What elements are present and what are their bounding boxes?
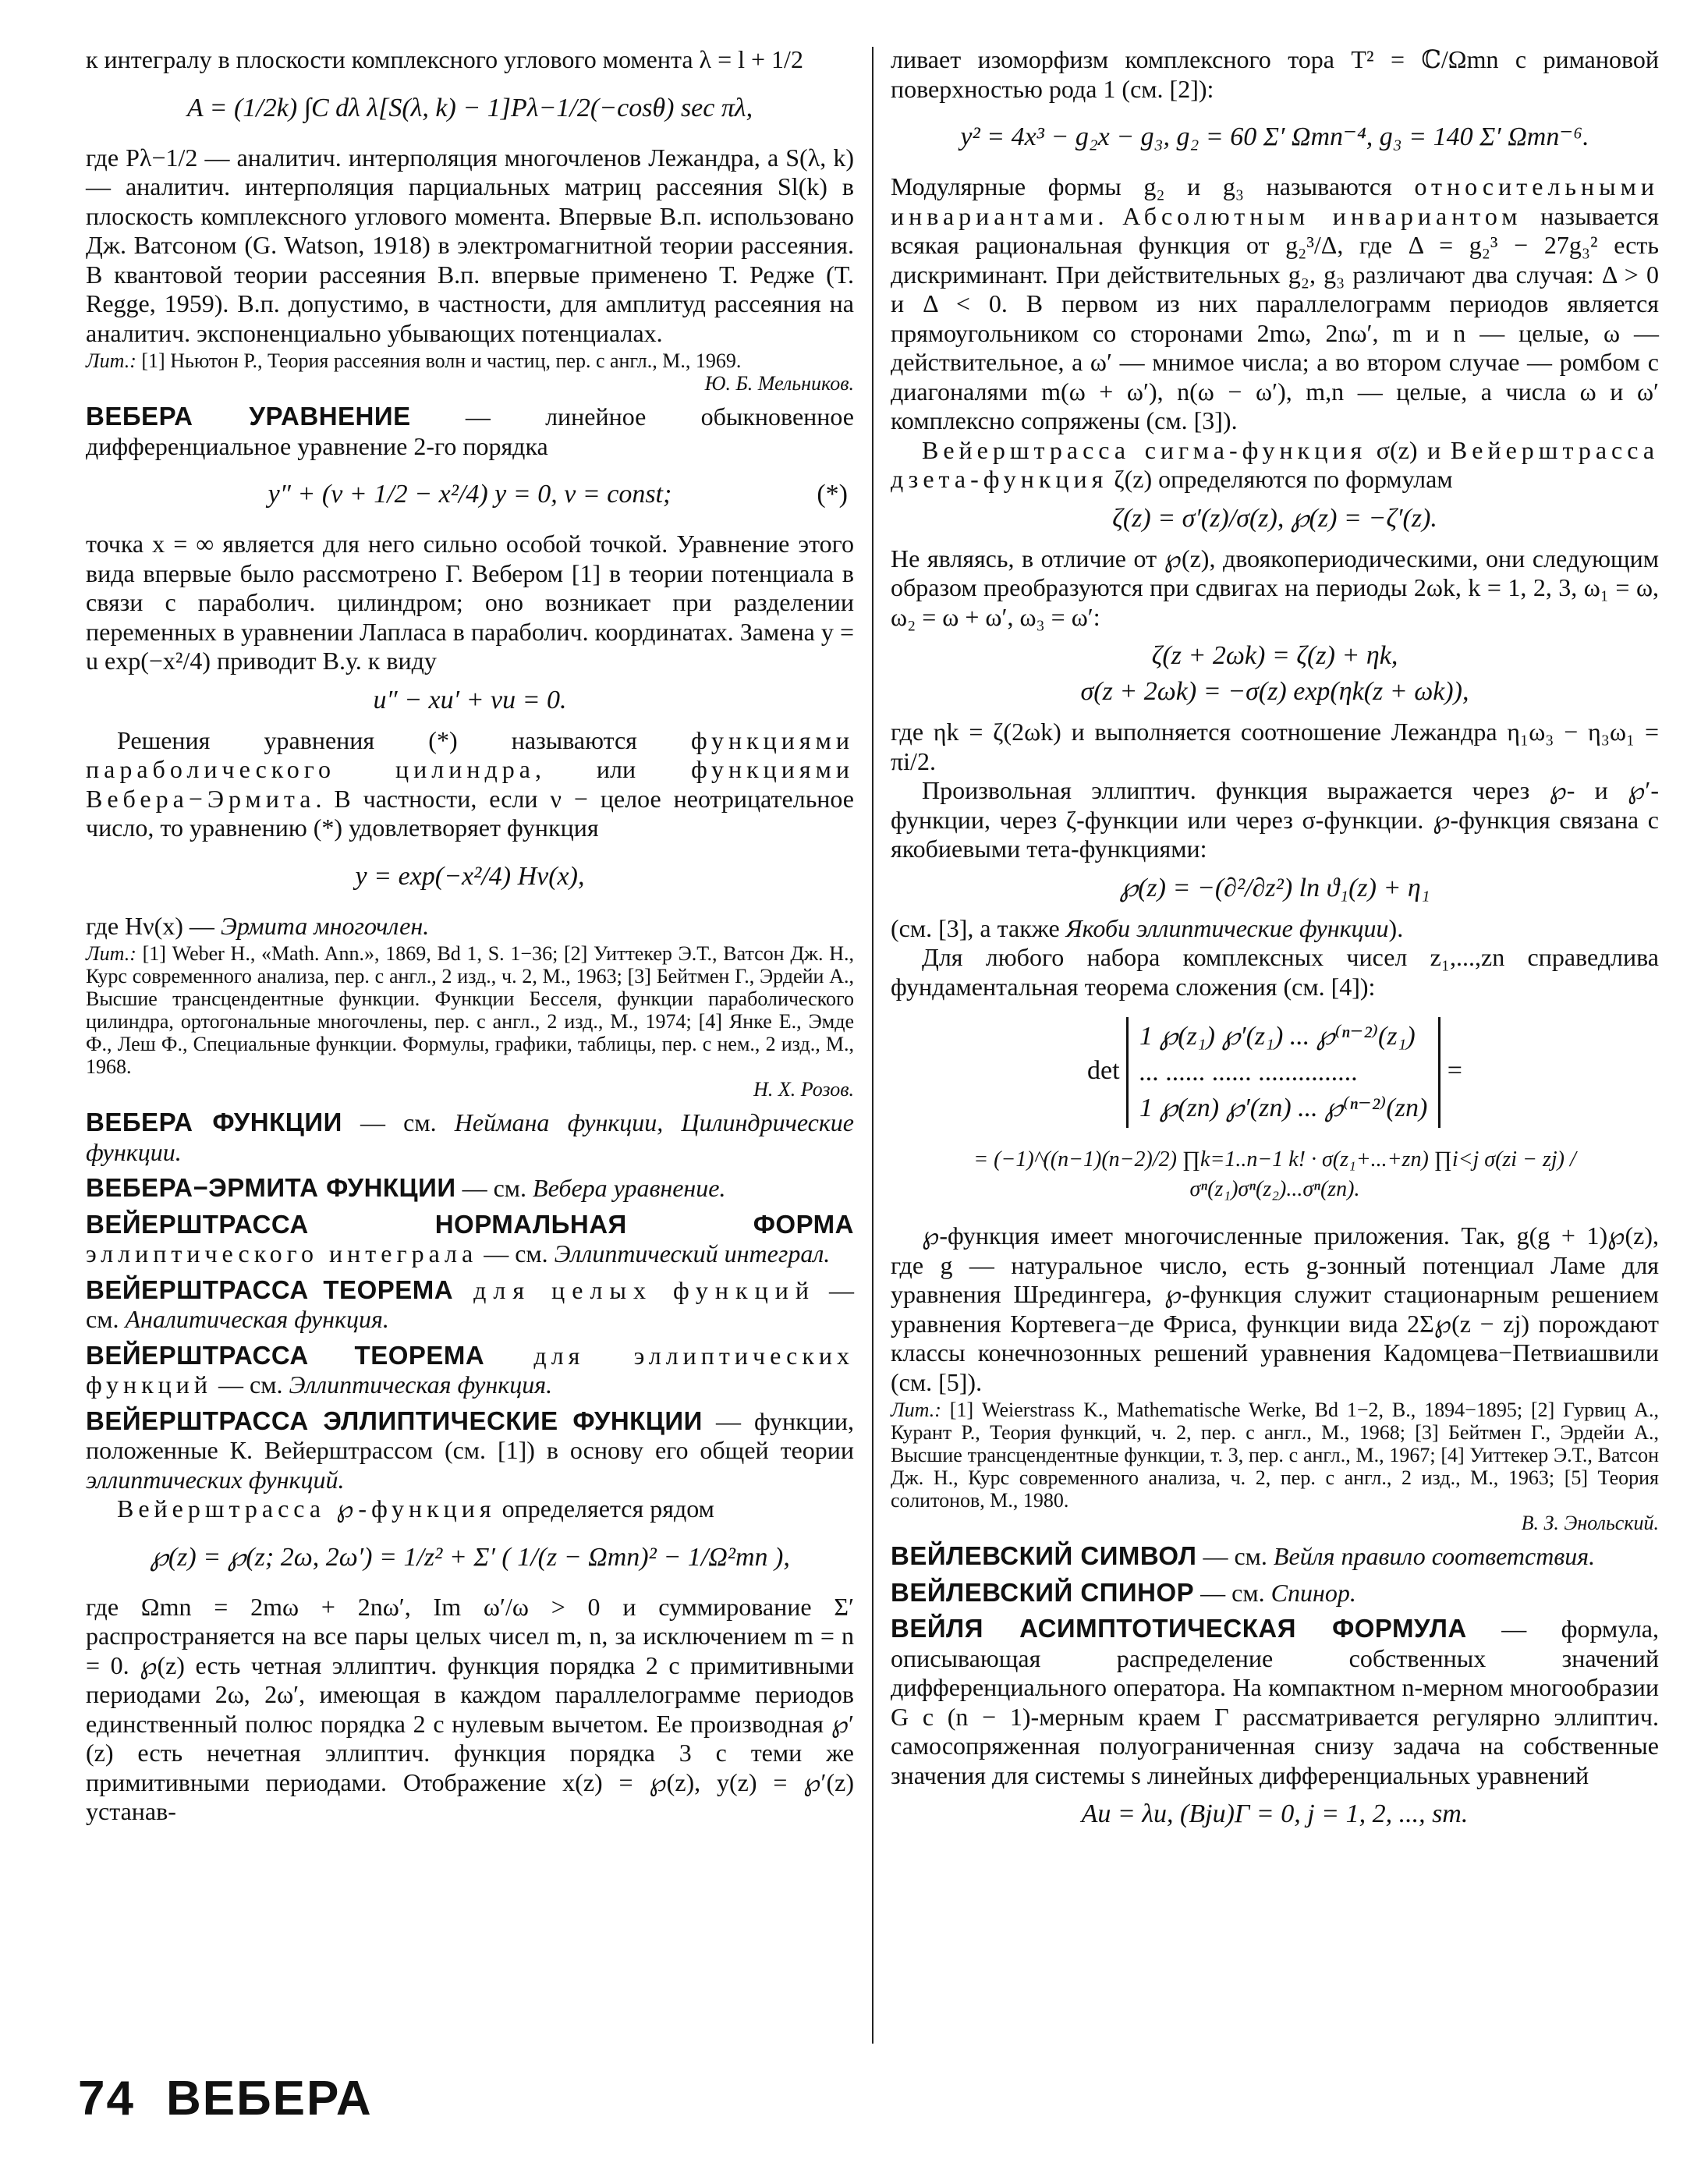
paragraph: Для любого набора комплексных чисел z₁,...,zn справедлива фундаментальная теорема сложения (см. [4]): [891, 943, 1659, 1001]
paragraph: где Pλ−1/2 — аналитич. интерполяция многочленов Лежандра, а S(λ, k) — аналитич. интерполяция парциальных матриц рассеяния Sl(k) в плоскость комплексного углового момента. Впервые В.п. использовано Дж. Ватсоном (G. Watson, 1918) в электромагнитной теории рассеяния. В квантовой теории рассеяния В.п. впервые применено Т. Редже (T. Regge, 1959). В.п. допустимо, в частности, для амплитуд рассеяния на аналитич. экспоненциально убывающих потенциалах. [86, 143, 854, 347]
text-run: Решения уравнения (*) называются [117, 725, 692, 754]
cross-reference: Спинор. [1270, 1578, 1356, 1607]
equation [891, 638, 1659, 710]
bibliography-text: [1] Weierstrass K., Mathematische Werke, Bd 1−2, B., 1894−1895; [2] Гурвиц А., Курант Р., Теория функций, ч. 2, пер. с англ., М., 1968; [3] Бейтмен Г., Эрдейи А., Высшие трансцендентные функции, т. 3, пер. с англ., М., 1967; [4] Уиттекер Э.Т., Ватсон Дж. Н., Курс современного анализа, ч. 2, пер. с англ., 2 изд., М., 1963; [5] Теория солитонов, М., 1980. [891, 1399, 1659, 1512]
equation-line: ζ(z + 2ωk) = ζ(z) + ηk, [1151, 641, 1398, 670]
equation: ζ(z) = σ′(z)/σ(z), ℘(z) = −ζ′(z). [1112, 503, 1437, 533]
right-column [891, 45, 1659, 1840]
paragraph [86, 912, 854, 941]
cross-reference: Эрмита многочлен. [220, 911, 430, 940]
equation: u″ − xu′ + νu = 0. [373, 685, 567, 714]
spaced-term: функциями Вебера−Эрмита [86, 755, 855, 813]
headword: ВЕЙЛЯ АСИМПТОТИЧЕСКАЯ ФОРМУЛА [891, 1614, 1467, 1643]
equation: = (−1)^((n−1)(n−2)/2) ∏k=1..n−1 k! · σ(z₁+...+zn) ∏i<j σ(zi − zj) / σⁿ(z₁)σⁿ(z₂)...σⁿ(zn). [973, 1147, 1576, 1201]
matrix-row: 1 ℘(zn) ℘′(zn) ... ℘⁽ⁿ⁻²⁾(zn) [1139, 1094, 1428, 1122]
text-run: — см. [86, 1275, 855, 1333]
entry-text: — линейное обыкновенное дифференциальное уравнение 2-го порядка [86, 402, 855, 460]
text-run: (см. [3], а также [891, 913, 1066, 942]
bibliography [86, 349, 854, 372]
entry [86, 1341, 854, 1400]
paragraph: где Ωmn = 2mω + 2nω′, Im ω′/ω > 0 и суммирование Σ′ распространяется на все пары целых чисел m, n, за исключением m = n = 0. ℘(z) есть четная эллиптич. функция порядка 2 с примитивными периодами 2ω, 2ω′, имеющая в каждом параллелограмме периодов единственный полюс порядка 2 с нулевым вычетом. Ее производная ℘′(z) есть нечетная эллиптич. функция порядка 3 с теми же примитивными периодами. Отображение x(z) = ℘(z), y(z) = ℘′(z) устанав- [86, 1592, 854, 1825]
equation: Au = λu, (Bju)Γ = 0, j = 1, 2, ..., sm. [1081, 1799, 1469, 1828]
matrix-row: 1 ℘(z₁) ℘′(z₁) ... ℘⁽ⁿ⁻²⁾(z₁) [1139, 1022, 1416, 1051]
spaced-term: эллиптического интеграла [86, 1239, 478, 1268]
entry [86, 1210, 854, 1269]
headword: ВЕЙЕРШТРАССА НОРМАЛЬНАЯ ФОРМА [86, 1209, 854, 1239]
equation-number: (*) [817, 480, 848, 509]
author: Н. Х. Розов. [753, 1078, 854, 1101]
headword: ВЕЙЕРШТРАССА ЭЛЛИПТИЧЕСКИЕ ФУНКЦИИ [86, 1406, 703, 1435]
paragraph: к интегралу в плоскости комплексного углового момента λ = l + 1/2 [86, 45, 803, 73]
text-run: — см. [477, 1239, 555, 1268]
equation: y² = 4x³ − g₂x − g₃, g₂ = 60 Σ′ Ωmn⁻⁴, g₃ = 140 Σ′ Ωmn⁻⁶. [960, 122, 1589, 151]
headword: ВЕЙЛЕВСКИЙ СИМВОЛ [891, 1541, 1197, 1570]
text-run: — см. [1196, 1542, 1274, 1570]
spaced-term: Вейерштрасса ℘-функция [117, 1494, 496, 1523]
text-run: . В частности, если ν − целое неотрицательное число, то уравнению (*) удовлетворяет функция [86, 784, 854, 842]
page-number: 74 [78, 2072, 135, 2126]
bibliography-text: [1] Weber H., «Math. Ann.», 1869, Bd 1, S. 1−36; [2] Уиттекер Э.Т., Ватсон Дж. Н., Курс современного анализа, пер. с англ., 2 изд., ч. 2, М., 1963; [3] Бейтмен Г., Эрдейи А., Высшие трансцендентные функции. Функции Бесселя, функции параболического цилиндра, ортогональные многочлены, пер. с англ., 2 изд., М., 1974; [4] Янке Е., Эмде Ф., Леш Ф., Специальные функции. Формулы, графики, таблицы, пер. с нем., 2 изд., М., 1968. [86, 942, 855, 1078]
headword: ВЕБЕРА−ЭРМИТА ФУНКЦИИ [86, 1173, 456, 1202]
bibliography [891, 1399, 1659, 1512]
bibliography-text: [1] Ньютон Р., Теория рассеяния волн и частиц, пер. с англ., М., 1969. [141, 349, 742, 372]
paragraph: Не являясь, в отличие от ℘(z), двоякопериодическими, они следующим образом преобразуются при сдвигах на периоды 2ωk, k = 1, 2, 3, ω₁ = ω, ω₂ = ω + ω′, ω₃ = ω′: [891, 544, 1659, 631]
running-head: ВЕБЕРА [165, 2072, 373, 2126]
left-column [86, 45, 854, 1827]
author: В. З. Энольский. [1521, 1512, 1659, 1534]
spaced-term: Абсолютным инвариантом [1122, 201, 1522, 230]
bibliography-label: Лит.: [86, 349, 136, 372]
equation: y = exp(−x²/4) Hν(x), [355, 861, 585, 891]
text-run: где Hν(x) — [86, 911, 221, 940]
text-run: ζ(z) определяются по формулам [1107, 465, 1453, 493]
page-footer [78, 2071, 373, 2126]
entry [891, 1614, 1659, 1790]
determinant-matrix [1126, 1017, 1440, 1128]
equation-body: y″ + (ν + 1/2 − x²/4) y = 0, ν = const; [268, 480, 672, 509]
cross-reference: Аналитическая функция. [125, 1305, 389, 1333]
paragraph [86, 1494, 854, 1524]
text-run: — см. [455, 1174, 533, 1202]
headword: ВЕЙЕРШТРАССА ТЕОРЕМА [86, 1340, 485, 1370]
column-rule [872, 47, 873, 2044]
paragraph: ливает изоморфизм комплексного тора T² = ℂ/Ωmn с римановой поверхностью рода 1 (см. [2]): [891, 45, 1659, 103]
text-run: определяется рядом [495, 1494, 714, 1523]
bibliography-label: Лит.: [891, 1399, 941, 1421]
cross-reference: Неймана функции, Цилиндрические функции. [86, 1108, 855, 1166]
entry [86, 402, 854, 461]
det-suffix: = [1447, 1055, 1462, 1085]
bibliography [86, 942, 854, 1078]
paragraph: ℘-функция имеет многочисленные приложения. Так, g(g + 1)℘(z), где g — натуральное число, есть g-зонный потенциал Ламе для уравнения Шредингера, ℘-функция служит стационарным решением уравнения Кортевега−де Фриса, функции вида 2Σ℘(z − zj) порождают классы конечнозонных решений уравнения Кадомцева−Петвиашвили (см. [5]). [891, 1221, 1659, 1396]
paragraph [891, 436, 1659, 495]
paragraph [86, 726, 854, 843]
text-run: — см. [1194, 1578, 1271, 1607]
cross-reference: Эллиптическая функция. [289, 1370, 553, 1399]
entry [86, 1108, 854, 1167]
bibliography-label: Лит.: [86, 942, 136, 965]
text-run: — формула, описывающая распределение собственных значений дифференциального оператора. На компактном n-мерном многообразии G с (n − 1)-мерным краем Γ рассматривается регулярно эллиптич. самосопряженная полуограниченная снизу задача на собственные значения для системы s линейных дифференциальных уравнений [891, 1615, 1659, 1789]
equation-line: σ(z + 2ωk) = −σ(z) exp(ηk(z + ωk)), [1080, 677, 1469, 706]
equation: ℘(z) = ℘(z; 2ω, 2ω′) = 1/z² + Σ′ ( 1/(z − Ωmn)² − 1/Ω²mn ), [150, 1542, 790, 1572]
paragraph: Произвольная эллиптич. функция выражается через ℘- и ℘′-функции, через ζ-функции или через σ-функции. ℘-функция связана с якобиевыми тета-функциями: [891, 776, 1659, 863]
headword: ВЕБЕРА УРАВНЕНИЕ [86, 402, 411, 431]
text-run: Модулярные формы g₂ и g₃ называются [891, 172, 1415, 200]
entry [891, 1578, 1659, 1608]
determinant-equation [891, 1017, 1659, 1128]
equation: ℘(z) = −(∂²/∂z²) ln ϑ₁(z) + η₁ [1119, 873, 1430, 902]
text-run: — функции, положенные К. Вейерштрассом (см. [1]) в основу его общей теории [86, 1406, 854, 1464]
equation [86, 477, 854, 512]
cross-reference: эллиптических функций. [86, 1465, 345, 1494]
matrix-row: ... ...... ...... ............... [1139, 1058, 1359, 1087]
text-run: . [1097, 201, 1123, 230]
cross-reference: Вейля правило соответствия. [1273, 1542, 1596, 1570]
paragraph: точка x = ∞ является для него сильно особой точкой. Уравнение этого вида впервые было рассмотрено Г. Вебером [1] в теории потенциала в связи с параболич. цилиндром; оно возникает при разделении переменных в уравнении Лапласа в параболич. координатах. Замена y = u exp(−x²/4) приводит В.у. к виду [86, 530, 854, 675]
cross-reference: Якоби эллиптические функции [1065, 913, 1389, 942]
spaced-term: для эллиптических функций [86, 1341, 854, 1399]
paragraph [891, 172, 1659, 436]
spaced-term: Вейерштрасса дзета-функция [891, 435, 1660, 493]
cross-reference: Вебера уравнение. [533, 1174, 726, 1202]
entry [86, 1275, 854, 1335]
spaced-term: относительными инвариантами [891, 172, 1659, 230]
headword: ВЕЙЕРШТРАССА ТЕОРЕМА [86, 1275, 454, 1304]
det-prefix: det [1087, 1055, 1120, 1085]
entry [86, 1173, 854, 1204]
entry [891, 1541, 1659, 1572]
spaced-term: функциями параболического цилиндра [86, 725, 854, 783]
spaced-term: Вейерштрасса сигма-функция [922, 435, 1367, 464]
headword: ВЕБЕРА ФУНКЦИИ [86, 1108, 342, 1136]
text-run: — см. [342, 1108, 455, 1136]
spaced-term: для целых функций [453, 1275, 816, 1304]
entry [86, 1406, 854, 1495]
cross-reference: Эллиптический интеграл. [554, 1239, 831, 1268]
paragraph: где ηk = ζ(2ωk) и выполняется соотношение Лежандра η₁ω₃ − η₃ω₁ = πi/2. [891, 718, 1659, 775]
text-run: ). [1388, 913, 1404, 942]
author: Ю. Б. Мельников. [704, 372, 854, 395]
text-run: называется всякая рациональная функция от g₂³/Δ, где Δ = g₂³ − 27g₃² есть дискриминант. При действительных g₂, g₃ различают два случая: Δ > 0 и Δ < 0. В первом из них параллелограмм периодов является прямоугольником со сторонами 2mω, 2nω′, m и n — целые, ω — действительное, а ω′ — мнимое числа; а во втором случае — ромбом с диагоналями m(ω + ω′), n(ω − ω′), m,n — целые, а числа ω и ω′ комплексно сопряжены (см. [3]). [891, 201, 1660, 434]
headword: ВЕЙЛЕВСКИЙ СПИНОР [891, 1577, 1195, 1607]
equation: A = (1/2k) ∫C dλ λ[S(λ, k) − 1]Pλ−1/2(−cosθ) sec πλ, [186, 93, 753, 122]
text-run: σ(z) и [1366, 435, 1451, 464]
paragraph [891, 914, 1659, 944]
text-run: — см. [211, 1370, 289, 1399]
text-run: , или [534, 755, 692, 783]
